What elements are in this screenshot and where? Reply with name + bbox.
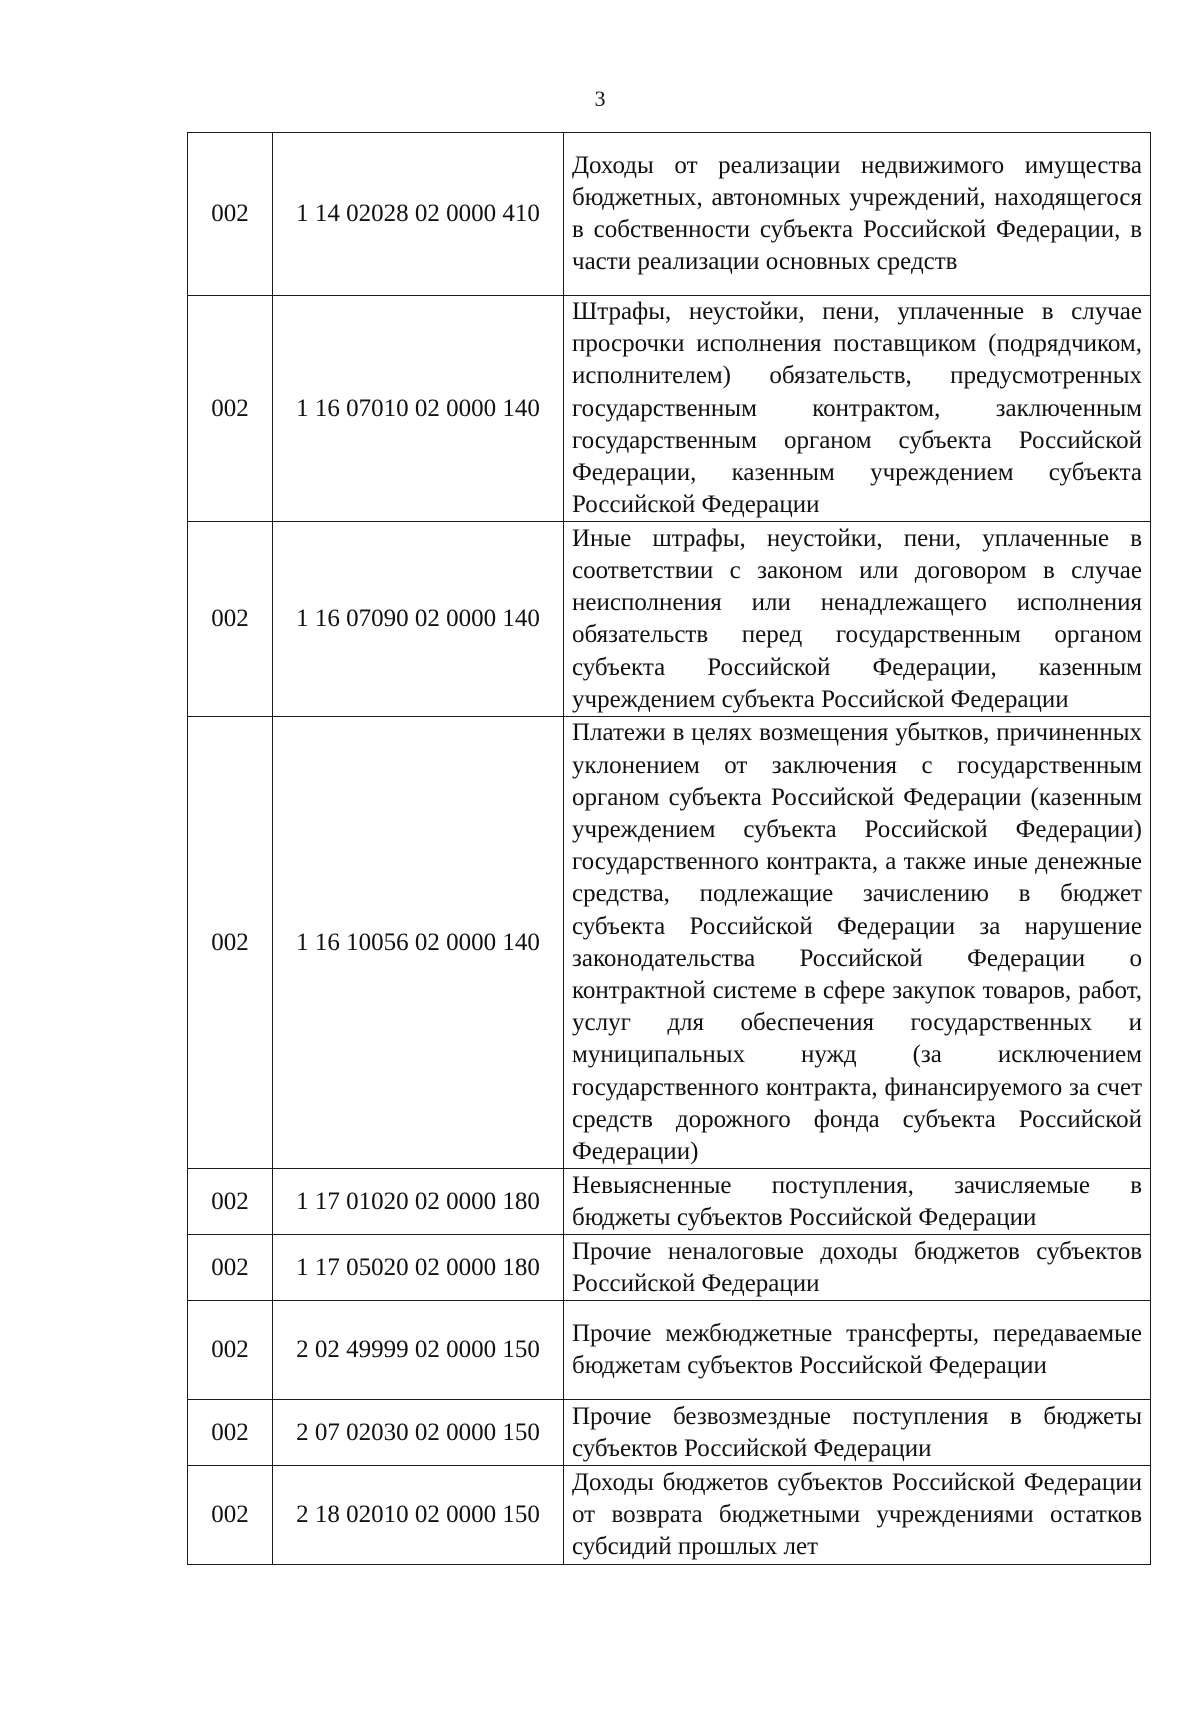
page-number: 3 [594,86,606,111]
description-cell [564,1466,1151,1565]
description-cell [564,1169,1151,1235]
admin-code-cell: 002 [188,1400,273,1466]
budget-codes-table [187,132,1151,1565]
admin-code-cell: 002 [188,1466,273,1565]
description-text: Прочие неналоговые доходы бюджетов субъектов Российской Федерации [572,1237,1142,1297]
table-row [188,1466,1151,1565]
table-row [188,1301,1151,1400]
description-text: Штрафы, неустойки, пени, уплаченные в случае просрочки исполнения поставщиком (подрядчиком, исполнителем) обязательств, предусмотренных государственным контрактом, заключенным государственным органом субъекта Российской Федерации, казенным учреждением субъекта Российской Федерации [572,298,1142,519]
table-row [188,1400,1151,1466]
table-row [188,133,1151,296]
admin-code-cell: 002 [188,522,273,717]
description-text: Прочие безвозмездные поступления в бюджеты субъектов Российской Федерации [572,1402,1142,1462]
budget-code-cell: 1 14 02028 02 0000 410 [273,133,564,296]
admin-code-cell: 002 [188,133,273,296]
description-cell [564,1400,1151,1466]
table-row [188,522,1151,717]
description-cell [564,296,1151,522]
budget-code-cell: 2 18 02010 02 0000 150 [273,1466,564,1565]
admin-code-cell: 002 [188,1301,273,1400]
budget-code-cell: 2 02 49999 02 0000 150 [273,1301,564,1400]
description-text: Платежи в целях возмещения убытков, причиненных уклонением от заключения с государственным органом субъекта Российской Федерации (казенным учреждением субъекта Российской Федерации) государственного контракта, а также иные денежные средства, подлежащие зачислению в бюджет субъекта Российской Федерации за нарушение законодательства Российской Федерации о контрактной системе в сфере закупок товаров, работ, услуг для обеспечения государственных и муниципальных нужд (за исключением государственного контракта, финансируемого за счет средств дорожного фонда субъекта Российской Федерации) [572,719,1142,1166]
budget-code-cell: 1 16 07010 02 0000 140 [273,296,564,522]
table-row [188,1235,1151,1301]
table-row [188,717,1151,1169]
description-text: Доходы от реализации недвижимого имущества бюджетных, автономных учреждений, находящегося в собственности субъекта Российской Федерации, в части реализации основных средств [572,151,1142,276]
description-text: Иные штрафы, неустойки, пени, уплаченные в соответствии с законом или договором в случае неисполнения или ненадлежащего исполнения обязательств перед государственным органом субъекта Российской Федерации, казенным учреждением субъекта Российской Федерации [572,524,1142,713]
description-cell [564,133,1151,296]
admin-code-cell: 002 [188,296,273,522]
budget-code-cell: 1 17 01020 02 0000 180 [273,1169,564,1235]
description-text: Прочие межбюджетные трансферты, передаваемые бюджетам субъектов Российской Федерации [572,1320,1142,1380]
budget-code-cell: 1 17 05020 02 0000 180 [273,1235,564,1301]
admin-code-cell: 002 [188,1169,273,1235]
description-cell [564,717,1151,1169]
description-cell [564,1235,1151,1301]
budget-code-cell: 1 16 10056 02 0000 140 [273,717,564,1169]
table-row [188,296,1151,522]
description-text: Доходы бюджетов субъектов Российской Федерации от возврата бюджетными учреждениями остатков субсидий прошлых лет [572,1468,1142,1561]
budget-code-cell: 1 16 07090 02 0000 140 [273,522,564,717]
description-text: Невыясненные поступления, зачисляемые в бюджеты субъектов Российской Федерации [572,1171,1142,1231]
admin-code-cell: 002 [188,1235,273,1301]
description-cell [564,522,1151,717]
table-row [188,1169,1151,1235]
admin-code-cell: 002 [188,717,273,1169]
description-cell [564,1301,1151,1400]
budget-code-cell: 2 07 02030 02 0000 150 [273,1400,564,1466]
